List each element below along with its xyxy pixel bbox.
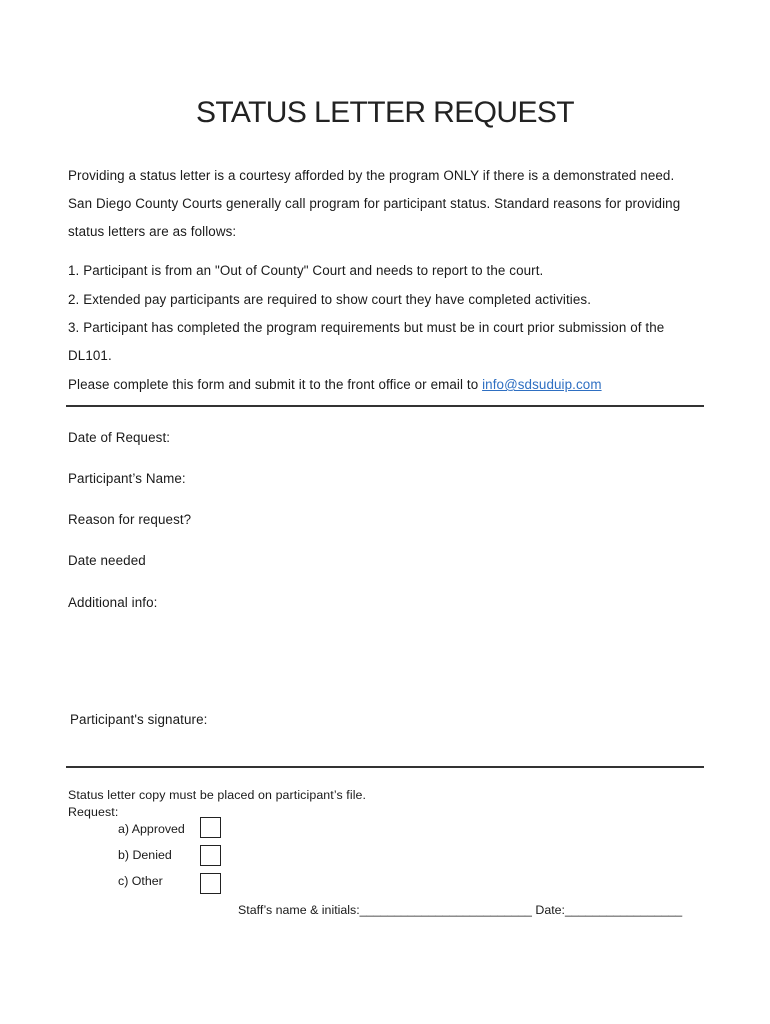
- page-title: STATUS LETTER REQUEST: [195, 96, 574, 129]
- approved-checkbox[interactable]: [200, 817, 221, 838]
- reason-3: 3. Participant has completed the program requirements but must be in court prior submission of the: [68, 320, 665, 335]
- date-needed-label: Date needed: [68, 553, 146, 568]
- other-checkbox[interactable]: [200, 873, 221, 894]
- signature-label: Participant's signature:: [70, 712, 208, 727]
- intro-line-1: Providing a status letter is a courtesy afforded by the program ONLY if there is a demonstrated need.: [68, 168, 675, 183]
- top-divider: [66, 405, 704, 407]
- additional-info-label: Additional info:: [68, 595, 158, 610]
- option-approved-label: a) Approved: [118, 822, 185, 836]
- reason-3-continued: DL101.: [68, 348, 112, 363]
- reason-label: Reason for request?: [68, 512, 192, 527]
- participant-name-label: Participant’s Name:: [68, 471, 186, 486]
- office-note: Status letter copy must be placed on participant’s file.: [68, 788, 367, 802]
- request-label: Request:: [68, 805, 119, 819]
- denied-checkbox[interactable]: [200, 845, 221, 866]
- option-other-label: c) Other: [118, 874, 163, 888]
- submit-instruction-text: Please complete this form and submit it to the front office or email to: [68, 377, 483, 392]
- submit-instruction: [68, 377, 602, 392]
- staff-name-date-line: Staff’s name & initials:_________________________ Date:_________________: [238, 903, 683, 917]
- option-denied-label: b) Denied: [118, 848, 172, 862]
- bottom-divider: [66, 766, 704, 768]
- email-link[interactable]: info@sdsuduip.com: [482, 377, 602, 392]
- reason-1: 1. Participant is from an "Out of County" Court and needs to report to the court.: [68, 263, 544, 278]
- intro-line-2: San Diego County Courts generally call program for participant status. Standard reasons for providing: [68, 196, 681, 211]
- reason-2: 2. Extended pay participants are required to show court they have completed activities.: [68, 292, 592, 307]
- date-of-request-label: Date of Request:: [68, 430, 171, 445]
- intro-line-3: status letters are as follows:: [68, 224, 237, 239]
